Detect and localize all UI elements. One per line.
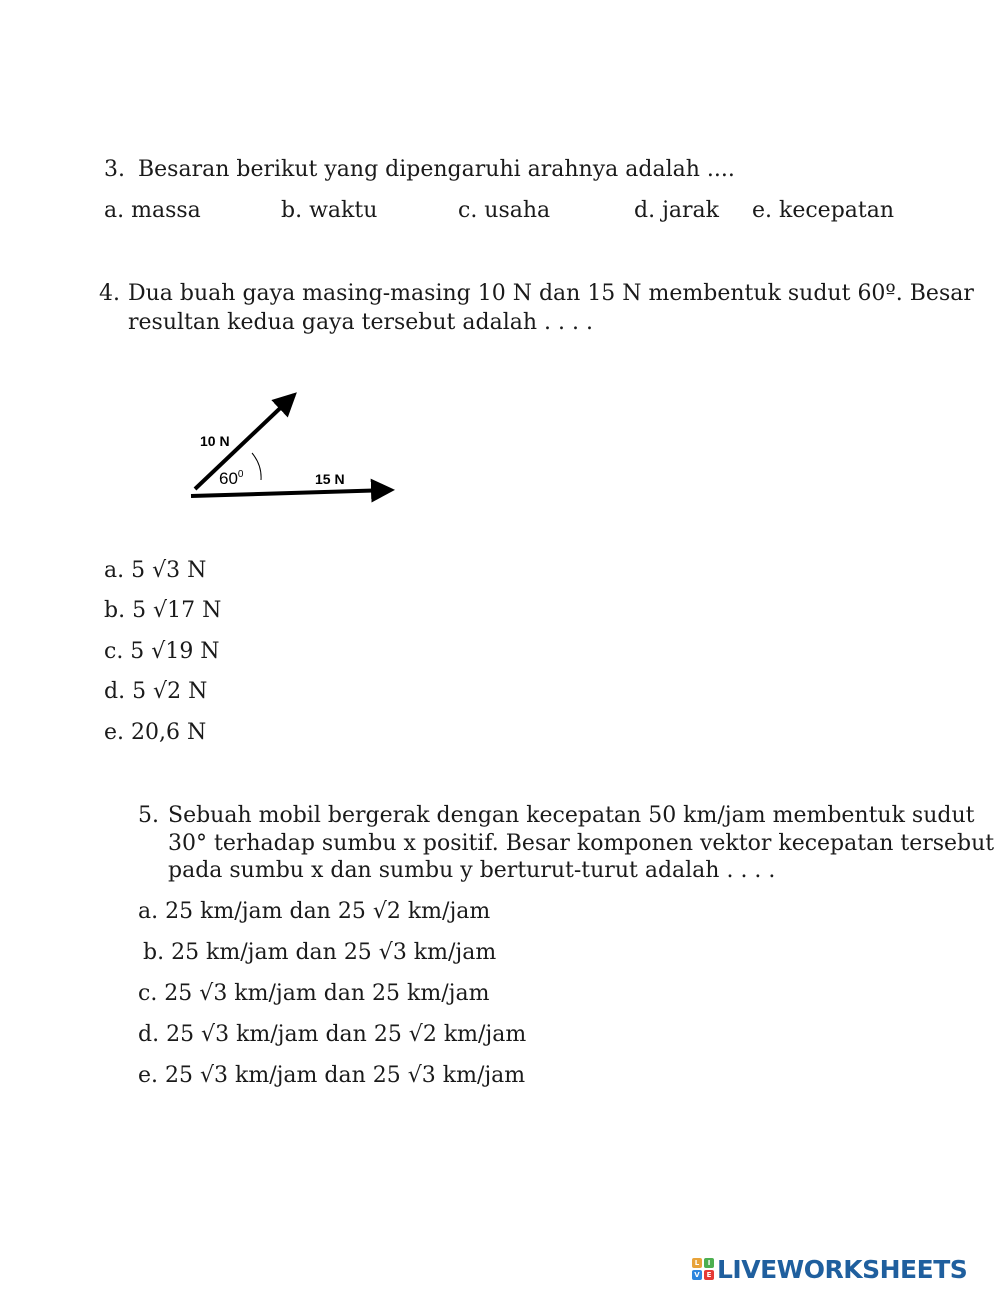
question-4-option-c: c. 5 √19 N	[104, 639, 220, 664]
liveworksheets-watermark	[692, 1253, 967, 1285]
label-10n: 10 N	[200, 433, 230, 449]
vector-15n-arrow	[191, 490, 391, 496]
question-3-number: 3.	[104, 157, 125, 182]
question-3-text: Besaran berikut yang dipengaruhi arahnya adalah ....	[138, 157, 735, 182]
label-angle	[219, 469, 244, 488]
question-5-option-e: e. 25 √3 km/jam dan 25 √3 km/jam	[138, 1063, 526, 1088]
question-4-text-line-2: resultan kedua gaya tersebut adalah . . . .	[128, 310, 593, 335]
label-angle-base: 60	[219, 469, 238, 488]
logo-cell-v: V	[692, 1270, 702, 1280]
question-3-option-d: d. jarak	[634, 198, 719, 223]
question-4-option-b: b. 5 √17 N	[104, 598, 222, 623]
question-3-option-c: c. usaha	[458, 198, 551, 223]
question-3-option-e: e. kecepatan	[752, 198, 895, 223]
question-4-option-d: d. 5 √2 N	[104, 679, 208, 704]
label-15n: 15 N	[315, 471, 345, 487]
question-3-option-a: a. massa	[104, 198, 201, 223]
angle-arc	[252, 453, 261, 480]
question-4-option-a: a. 5 √3 N	[104, 558, 207, 583]
label-angle-superscript: 0	[237, 469, 244, 480]
question-5-option-b: b. 25 km/jam dan 25 √3 km/jam	[143, 940, 497, 965]
question-5-text-line-1: Sebuah mobil bergerak dengan kecepatan 50 km/jam membentuk sudut	[168, 803, 975, 828]
question-4-number: 4.	[99, 281, 120, 306]
question-4-option-e: e. 20,6 N	[104, 720, 207, 745]
question-5-number: 5.	[138, 803, 159, 828]
question-5-option-a: a. 25 km/jam dan 25 √2 km/jam	[138, 899, 491, 924]
liveworksheets-wordmark: LIVEWORKSHEETS	[717, 1254, 968, 1284]
question-5-option-d: d. 25 √3 km/jam dan 25 √2 km/jam	[138, 1022, 527, 1047]
liveworksheets-logo-icon	[692, 1258, 714, 1280]
question-4-text-line-1: Dua buah gaya masing-masing 10 N dan 15 N membentuk sudut 60º. Besar	[128, 281, 974, 306]
logo-cell-e: E	[704, 1270, 714, 1280]
question-5-text-line-2: 30° terhadap sumbu x positif. Besar komponen vektor kecepatan tersebut	[168, 831, 995, 856]
force-vector-diagram	[185, 385, 405, 510]
question-5-text-line-3: pada sumbu x dan sumbu y berturut-turut adalah . . . .	[168, 858, 776, 883]
question-3-option-b: b. waktu	[281, 198, 378, 223]
logo-cell-i: I	[704, 1258, 714, 1268]
logo-cell-l: L	[692, 1258, 702, 1268]
question-5-option-c: c. 25 √3 km/jam dan 25 km/jam	[138, 981, 490, 1006]
